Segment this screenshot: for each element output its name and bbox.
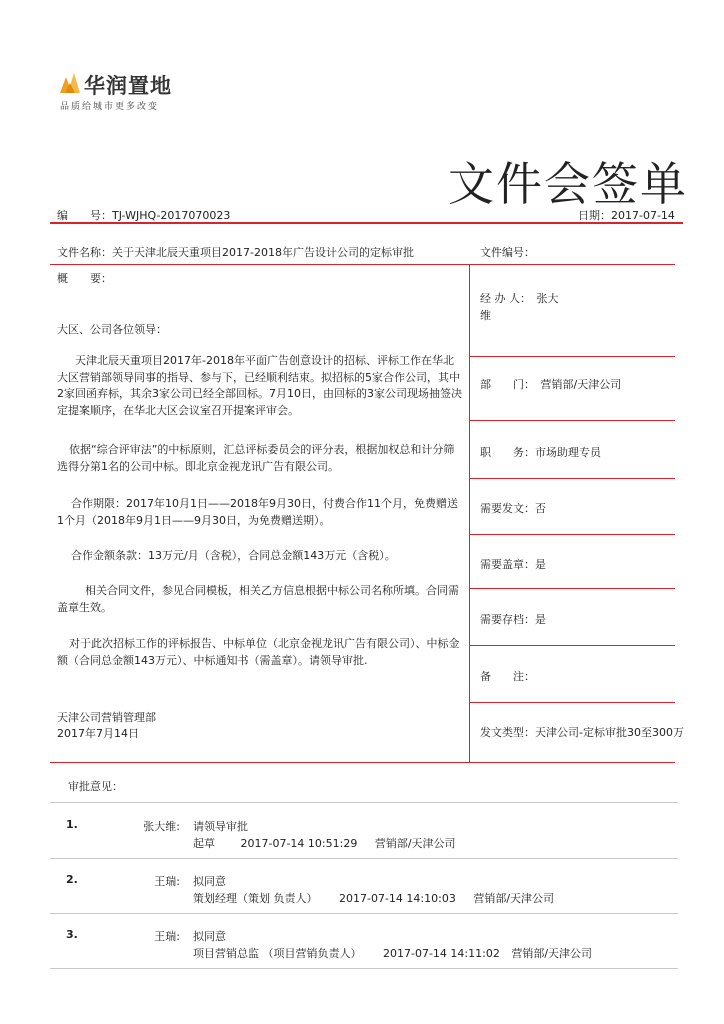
right-divider xyxy=(470,534,675,535)
need-seal-value: 是 xyxy=(535,558,546,571)
summary-paragraph: 依据“综合评审法”的中标原则，汇总评标委员会的评分表，根据加权总和计分筛选得分第1名的公司中标。即北京金视龙讯广告有限公司。 xyxy=(57,443,455,473)
approvals-divider xyxy=(50,802,678,803)
doc-no xyxy=(57,207,230,223)
department-label: 部 门： xyxy=(480,378,530,391)
position-value: 市场助理专员 xyxy=(535,446,601,459)
need-issue-value: 否 xyxy=(535,502,546,515)
approval-role: 起草 xyxy=(193,837,215,850)
issue-type xyxy=(480,724,684,740)
handler-value: 张大 xyxy=(536,292,559,305)
issue-type-label: 发文类型： xyxy=(480,726,535,739)
table-bottom-line xyxy=(50,762,675,763)
approval-number: 2. xyxy=(66,873,78,886)
approvals-title: 审批意见： xyxy=(68,780,123,793)
approval-detail xyxy=(193,890,554,906)
department-value: 营销部/天津公司 xyxy=(540,378,622,391)
summary-label: 概 要： xyxy=(57,272,112,285)
file-name xyxy=(57,244,414,260)
approval-number: 1. xyxy=(66,818,78,831)
approval-dept: 营销部/天津公司 xyxy=(374,837,456,850)
need-issue xyxy=(480,500,546,516)
approval-name: 王瑞: xyxy=(154,875,180,888)
approval-time: 2017-07-14 14:11:02 xyxy=(383,947,500,960)
right-divider xyxy=(470,645,675,646)
summary-paragraph: 对于此次招标工作的评标报告、中标单位（北京金视龙讯广告有限公司）、中标金额（合同总金额143万元）、中标通知书（需盖章）。请领导审批. xyxy=(57,637,460,667)
handler-label: 经 办 人： xyxy=(480,292,526,305)
need-seal-label: 需要盖章： xyxy=(480,558,535,571)
need-seal xyxy=(480,556,546,572)
logo-slogan: 品质给城市更多改变 xyxy=(60,102,160,112)
approval-opinion: 请领导审批 xyxy=(193,820,248,833)
logo-name: 华润置地 xyxy=(84,74,172,98)
right-divider xyxy=(470,478,675,479)
summary-paragraph: 合作期限：2017年10月1日——2018年9月30日，付费合作11个月，免费赠送1个月（2018年9月1日——9月30日，为免费赠送期）。 xyxy=(57,497,458,527)
summary-paragraph: 天津北辰天重项目2017年-2018年平面广告创意设计的招标、评标工作在华北大区营销部领导同事的指导、参与下，已经顺利结束。拟招标的5家合作公司，其中2家回函弃标，其余3家公司已经全部回标。7月10日，由回标的3家公司现场抽签决定提案顺序，在华北大区会议室召开提案评审会。 xyxy=(57,354,462,417)
approval-detail xyxy=(193,945,592,961)
approvals-divider xyxy=(50,968,678,969)
approval-name: 王瑞: xyxy=(154,930,180,943)
position-label: 职 务： xyxy=(480,446,535,459)
need-issue-label: 需要发文： xyxy=(480,502,535,515)
table-vertical-divider xyxy=(469,264,470,762)
need-archive-value: 是 xyxy=(535,613,546,626)
date-label: 日期： xyxy=(578,209,611,222)
summary-sign-date: 2017年7月14日 xyxy=(57,727,139,740)
department xyxy=(480,376,621,392)
approval-number: 3. xyxy=(66,928,78,941)
approval-detail xyxy=(193,835,456,851)
summary-paragraph: 相关合同文件，参见合同模板，相关乙方信息根据中标公司名称所填。合同需盖章生效。 xyxy=(57,584,459,614)
approval-role: 项目营销总监 （项目营销负责人） xyxy=(193,947,362,960)
approval-dept: 营销部/天津公司 xyxy=(511,947,593,960)
right-divider xyxy=(470,420,675,421)
doc-no-value: TJ-WJHQ-2017070023 xyxy=(112,209,231,222)
doc-date xyxy=(578,207,675,223)
file-name-value: 关于天津北辰天重项目2017-2018年广告设计公司的定标审批 xyxy=(112,246,414,259)
file-name-label: 文件名称： xyxy=(57,246,112,259)
date-value: 2017-07-14 xyxy=(611,209,675,222)
right-divider xyxy=(470,356,675,357)
approval-time: 2017-07-14 14:10:03 xyxy=(339,892,456,905)
need-archive xyxy=(480,611,546,627)
doc-no-label: 编 号： xyxy=(57,209,112,222)
summary-greeting: 大区、公司各位领导： xyxy=(57,323,167,336)
page-title: 文件会签单 xyxy=(448,157,688,211)
approvals-divider xyxy=(50,913,678,914)
approvals-divider xyxy=(50,858,678,859)
approval-opinion: 拟同意 xyxy=(193,875,226,888)
approval-time: 2017-07-14 10:51:29 xyxy=(240,837,358,850)
summary-sign-dept: 天津公司营销管理部 xyxy=(57,711,156,724)
need-archive-label: 需要存档： xyxy=(480,613,535,626)
approval-opinion: 拟同意 xyxy=(193,930,226,943)
approval-role: 策划经理（策划 负责人） xyxy=(193,892,318,905)
handler-value-wrap: 维 xyxy=(480,309,491,322)
file-number-label: 文件编号： xyxy=(480,246,535,259)
approval-dept: 营销部/天津公司 xyxy=(473,892,555,905)
position xyxy=(480,444,601,460)
summary-paragraph: 合作金额条款：13万元/月（含税），合同总金额143万元（含税）。 xyxy=(71,549,396,562)
remark-label: 备 注： xyxy=(480,670,535,683)
file-row-divider xyxy=(50,264,675,265)
approval-name: 张大维: xyxy=(143,820,180,833)
issue-type-value: 天津公司-定标审批30至300万 xyxy=(535,726,684,739)
right-divider xyxy=(470,588,675,589)
handler xyxy=(480,290,559,306)
right-divider xyxy=(470,702,675,703)
logo-icon xyxy=(60,73,80,93)
header-divider xyxy=(50,222,683,224)
